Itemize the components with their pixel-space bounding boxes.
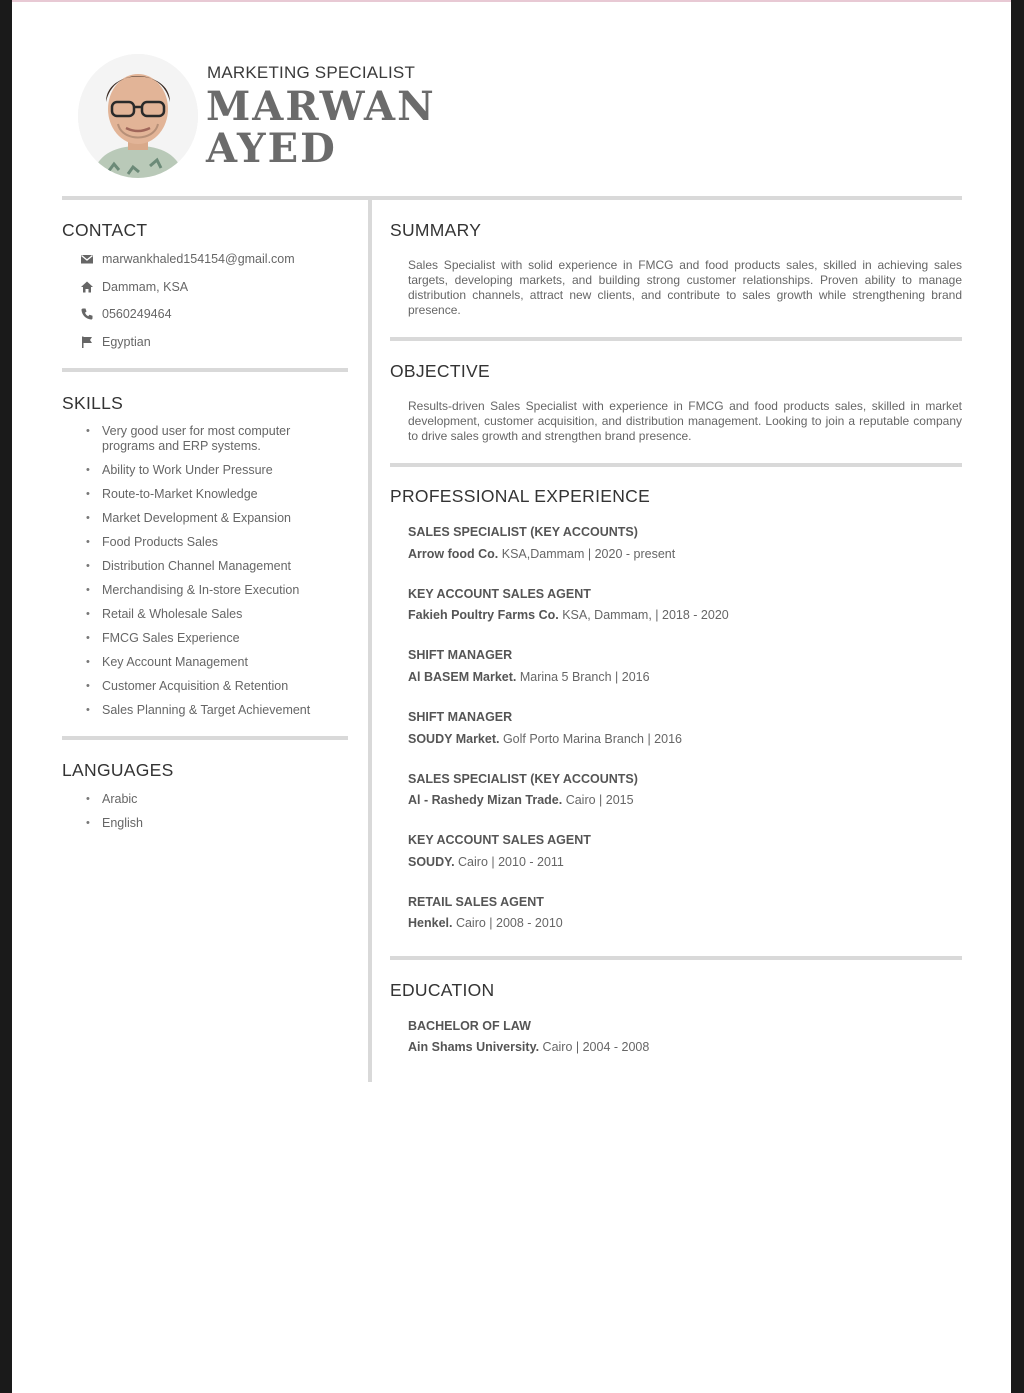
job-company: Al BASEM Market. bbox=[408, 670, 517, 684]
job-details: Golf Porto Marina Branch | 2016 bbox=[499, 732, 682, 746]
objective-title: OBJECTIVE bbox=[390, 361, 490, 381]
contact-location bbox=[80, 280, 188, 294]
summary-title: SUMMARY bbox=[390, 220, 482, 240]
list-item: • FMCG Sales Experience bbox=[86, 631, 326, 646]
list-item: • Customer Acquisition & Retention bbox=[86, 679, 326, 694]
job-details: Cairo | 2008 - 2010 bbox=[452, 916, 563, 930]
objective-text: Results-driven Sales Specialist with experience in FMCG and food products sales, skilled in market development, customer acquisition, and distribution management. Looking to join a reputable company to drive sales growth and strengthen brand presence. bbox=[408, 399, 962, 443]
objective-divider bbox=[390, 463, 962, 467]
first-name: MARWAN bbox=[206, 83, 436, 130]
list-item: • Sales Planning & Target Achievement bbox=[86, 703, 326, 718]
contact-phone[interactable] bbox=[80, 307, 172, 321]
resume-page bbox=[12, 0, 1011, 1393]
education-details: Cairo | 2004 - 2008 bbox=[539, 1040, 650, 1054]
list-item: • Food Products Sales bbox=[86, 535, 326, 550]
header-divider bbox=[62, 196, 962, 200]
list-item: • Market Development & Expansion bbox=[86, 511, 326, 526]
education-title: EDUCATION bbox=[390, 980, 495, 1000]
job-role: SALES SPECIALIST (KEY ACCOUNTS) bbox=[408, 772, 638, 786]
job-role: SHIFT MANAGER bbox=[408, 710, 513, 724]
education-school-line bbox=[408, 1040, 649, 1054]
full-name bbox=[206, 83, 436, 172]
summary-text: Sales Specialist with solid experience in FMCG and food products sales, skilled in achieving sales targets, developing markets, and building strong customer relationships. Proven ability to manage distribution channels, attract new clients, and contribute to sales growth while strengthening brand presence. bbox=[408, 258, 962, 317]
job-company: Fakieh Poultry Farms Co. bbox=[408, 608, 559, 622]
job-details: Cairo | 2010 - 2011 bbox=[454, 855, 564, 869]
job-title: MARKETING SPECIALIST bbox=[207, 63, 416, 82]
contact-email-text: marwankhaled154154@gmail.com bbox=[102, 252, 295, 266]
job-company: SOUDY Market. bbox=[408, 732, 500, 746]
job-role: RETAIL SALES AGENT bbox=[408, 895, 544, 909]
contact-nationality-text: Egyptian bbox=[102, 335, 151, 349]
contact-divider bbox=[62, 368, 348, 372]
job-company-line bbox=[408, 608, 729, 622]
job-company: SOUDY. bbox=[408, 855, 455, 869]
job-role: SHIFT MANAGER bbox=[408, 648, 513, 662]
job-details: KSA, Dammam, | 2018 - 2020 bbox=[558, 608, 729, 622]
languages-list bbox=[86, 792, 326, 831]
phone-icon bbox=[80, 307, 94, 321]
job-company-line bbox=[408, 732, 682, 746]
job-company-line bbox=[408, 670, 650, 684]
profile-photo bbox=[78, 54, 198, 178]
job-company: Henkel. bbox=[408, 916, 453, 930]
languages-title: LANGUAGES bbox=[62, 760, 174, 780]
job-role: KEY ACCOUNT SALES AGENT bbox=[408, 587, 591, 601]
home-icon bbox=[80, 280, 94, 294]
job-company-line bbox=[408, 793, 634, 807]
job-role: KEY ACCOUNT SALES AGENT bbox=[408, 833, 591, 847]
column-divider bbox=[368, 200, 372, 1082]
job-details: Cairo | 2015 bbox=[562, 793, 634, 807]
skills-list bbox=[86, 424, 326, 718]
education-degree: BACHELOR OF LAW bbox=[408, 1019, 531, 1033]
job-company-line bbox=[408, 916, 563, 930]
contact-phone-text: 0560249464 bbox=[102, 307, 172, 321]
job-details: Marina 5 Branch | 2016 bbox=[516, 670, 650, 684]
list-item: • Merchandising & In-store Execution bbox=[86, 583, 326, 598]
job-company-line bbox=[408, 547, 675, 561]
education-school: Ain Shams University. bbox=[408, 1040, 540, 1054]
list-item: • Distribution Channel Management bbox=[86, 559, 326, 574]
list-item: • Very good user for most computer programs and ERP systems. bbox=[86, 424, 326, 454]
skills-title: SKILLS bbox=[62, 393, 124, 413]
list-item: • Ability to Work Under Pressure bbox=[86, 463, 326, 478]
job-company-line bbox=[408, 855, 564, 869]
summary-divider bbox=[390, 337, 962, 341]
job-company: Al - Rashedy Mizan Trade. bbox=[408, 793, 563, 807]
list-item: • Arabic bbox=[86, 792, 326, 807]
list-item: • Key Account Management bbox=[86, 655, 326, 670]
contact-location-text: Dammam, KSA bbox=[102, 280, 189, 294]
flag-icon bbox=[80, 335, 94, 349]
last-name: AYED bbox=[206, 125, 337, 172]
list-item: • English bbox=[86, 816, 326, 831]
job-role: SALES SPECIALIST (KEY ACCOUNTS) bbox=[408, 525, 638, 539]
job-details: KSA,Dammam | 2020 - present bbox=[498, 547, 676, 561]
list-item: • Retail & Wholesale Sales bbox=[86, 607, 326, 622]
list-item: • Route-to-Market Knowledge bbox=[86, 487, 326, 502]
envelope-icon bbox=[80, 252, 94, 266]
job-company: Arrow food Co. bbox=[408, 547, 499, 561]
contact-title: CONTACT bbox=[62, 220, 148, 240]
skills-divider bbox=[62, 736, 348, 740]
experience-title: PROFESSIONAL EXPERIENCE bbox=[390, 486, 651, 506]
experience-divider bbox=[390, 956, 962, 960]
contact-email[interactable] bbox=[80, 252, 295, 266]
contact-nationality bbox=[80, 335, 151, 349]
